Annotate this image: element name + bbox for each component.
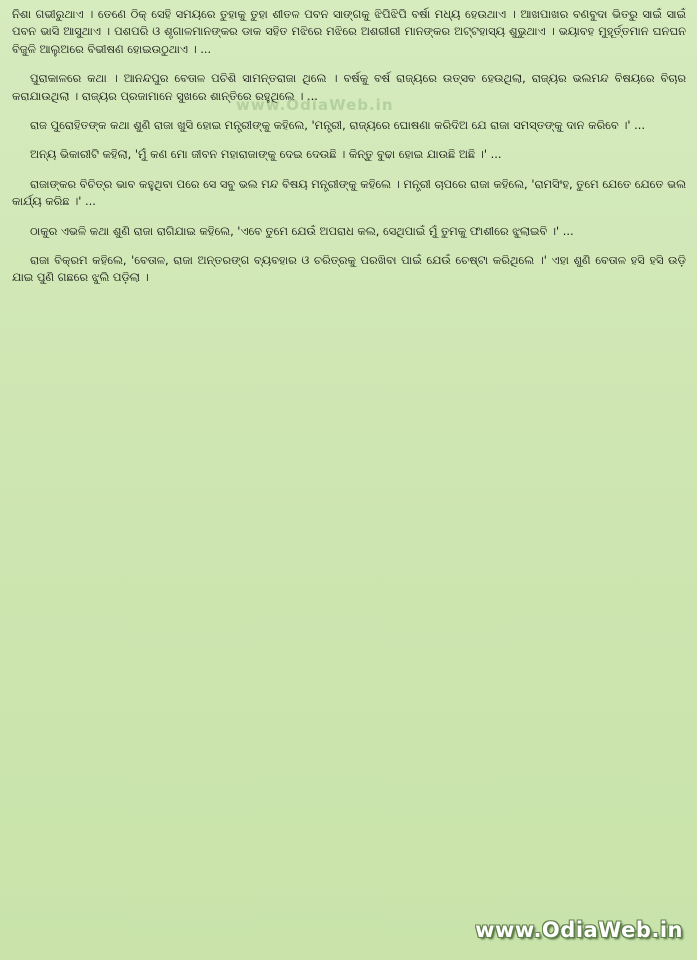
paragraph-2: ପୁରାକାଳରେ କଥା । ଆନନ୍ଦପୁର ବେତାଳ ପଚିଶି ସାମନ୍ତରାଜା ଥିଲେ । ବର୍ଷକୁ ବର୍ଷ ରାଜ୍ୟରେ ଉତ୍ସବ ହେଉଥିଲା, ରାଜ୍ୟର ଭଲମନ୍ଦ ବିଷୟରେ ବିଚାର କରାଯାଉଥିଲା । ରାଜ୍ୟର ପ୍ରଜାମାନେ ସୁଖରେ ଶାନ୍ତିରେ ରହୁଥିଲେ । ...	[12, 71, 686, 103]
site-brand: www.OdiaWeb.in	[475, 918, 683, 942]
paragraph-4: ଅନ୍ୟ ଭିକାରୀଟି କହିଲା, 'ମୁଁ କଣ ମୋ ଜୀବନ ମହାରାଜାଙ୍କୁ ଦେଇ ଦେଉଛି । କିନ୍ତୁ ବୁଢା ହୋଇ ଯାଉଛି ଅଛି ।' ...	[30, 147, 502, 162]
paragraph-5: ରାଜାଙ୍କର ବିଚିତ୍ର ଭାବ କହୁଥିବା ପରେ ସେ ସବୁ ଭଲ ମନ୍ଦ ବିଷୟ ମନ୍ତ୍ରୀଙ୍କୁ କହିଲେ । ମନ୍ତ୍ରୀ ଚାପରେ ରାଜା କହିଲେ, 'ରାମସିଂହ, ତୁମେ ଯେତେ ଯେତେ ଭଲ କାର୍ଯ୍ୟ କରିଛ ।' ...	[12, 176, 686, 209]
paragraph-7: ରାଜା ବିକ୍ରମ କହିଲେ, 'ବେତାଳ, ରାଜା ଅନ୍ତରଙ୍ଗ ବ୍ୟବହାର ଓ ଚରିତ୍ରକୁ ପରଖିବା ପାଇଁ ଯେଉଁ ଚେଷ୍ଟା କରିଥିଲେ ।' ଏହା ଶୁଣି ବେତାଳ ହସି ହସି ଉଡ଼ି ଯାଇ ପୁଣି ଗଛରେ ଝୁଲି ପଡ଼ିଲା ।	[12, 253, 686, 285]
watermark: www.OdiaWeb.in	[236, 96, 394, 114]
paragraph-1: ନିଶା ଗଭୀରୁଥାଏ । ତେଣେ ଠିକ୍ ସେହି ସମୟରେ ତୁହାକୁ ତୁହା ଶୀତଳ ପବନ ସାଙ୍ଗକୁ ଝିପିଝିପି ବର୍ଷା ମଧ୍ୟ ହେଉଥାଏ । ଆଖପାଖର ବଣବୁଦା ଭିତରୁ ସାଇଁ ସାଇଁ ପବନ ଭାସି ଆସୁଥାଏ । ପଶପରି ଓ ଶୃଗାଳମାନଙ୍କର ଡାକ ସହିତ ମଝିରେ ମଝିରେ ଅଶରୀରୀ ମାନଙ୍କର ଅଟ୍ଟହାସ୍ୟ ଶୁଭୁଥାଏ । ଭୟାବହ ମୁହୂର୍ତ୍ତମାନ ଘନଘନ ବିଜୁଳି ଆଲୁଅରେ ବିଭୀଷଣ ହୋଇଉଠୁଥାଏ । ...	[12, 7, 686, 56]
paragraph-6: ଠାକୁର ଏଭଳି କଥା ଶୁଣି ରାଜା ରାଗିଯାଇ କହିଲେ, 'ଏବେ ତୁମେ ଯେଉଁ ଅପରାଧ କଲ, ସେଥିପାଇଁ ମୁଁ ତୁମକୁ ଫାଶୀରେ ଝୁଲାଇବି ।' ...	[30, 223, 574, 238]
story-text	[12, 6, 686, 299]
paragraph-3: ରାଜ ପୁରୋହିତଙ୍କ କଥା ଶୁଣି ରାଜା ଖୁସି ହୋଇ ମନ୍ତ୍ରୀଙ୍କୁ କହିଲେ, 'ମନ୍ତ୍ରୀ, ରାଜ୍ୟରେ ଘୋଷଣା କରିଦିଅ ଯେ ରାଜା ସମସ୍ତଙ୍କୁ ଦାନ କରିବେ ।' ...	[30, 118, 645, 133]
